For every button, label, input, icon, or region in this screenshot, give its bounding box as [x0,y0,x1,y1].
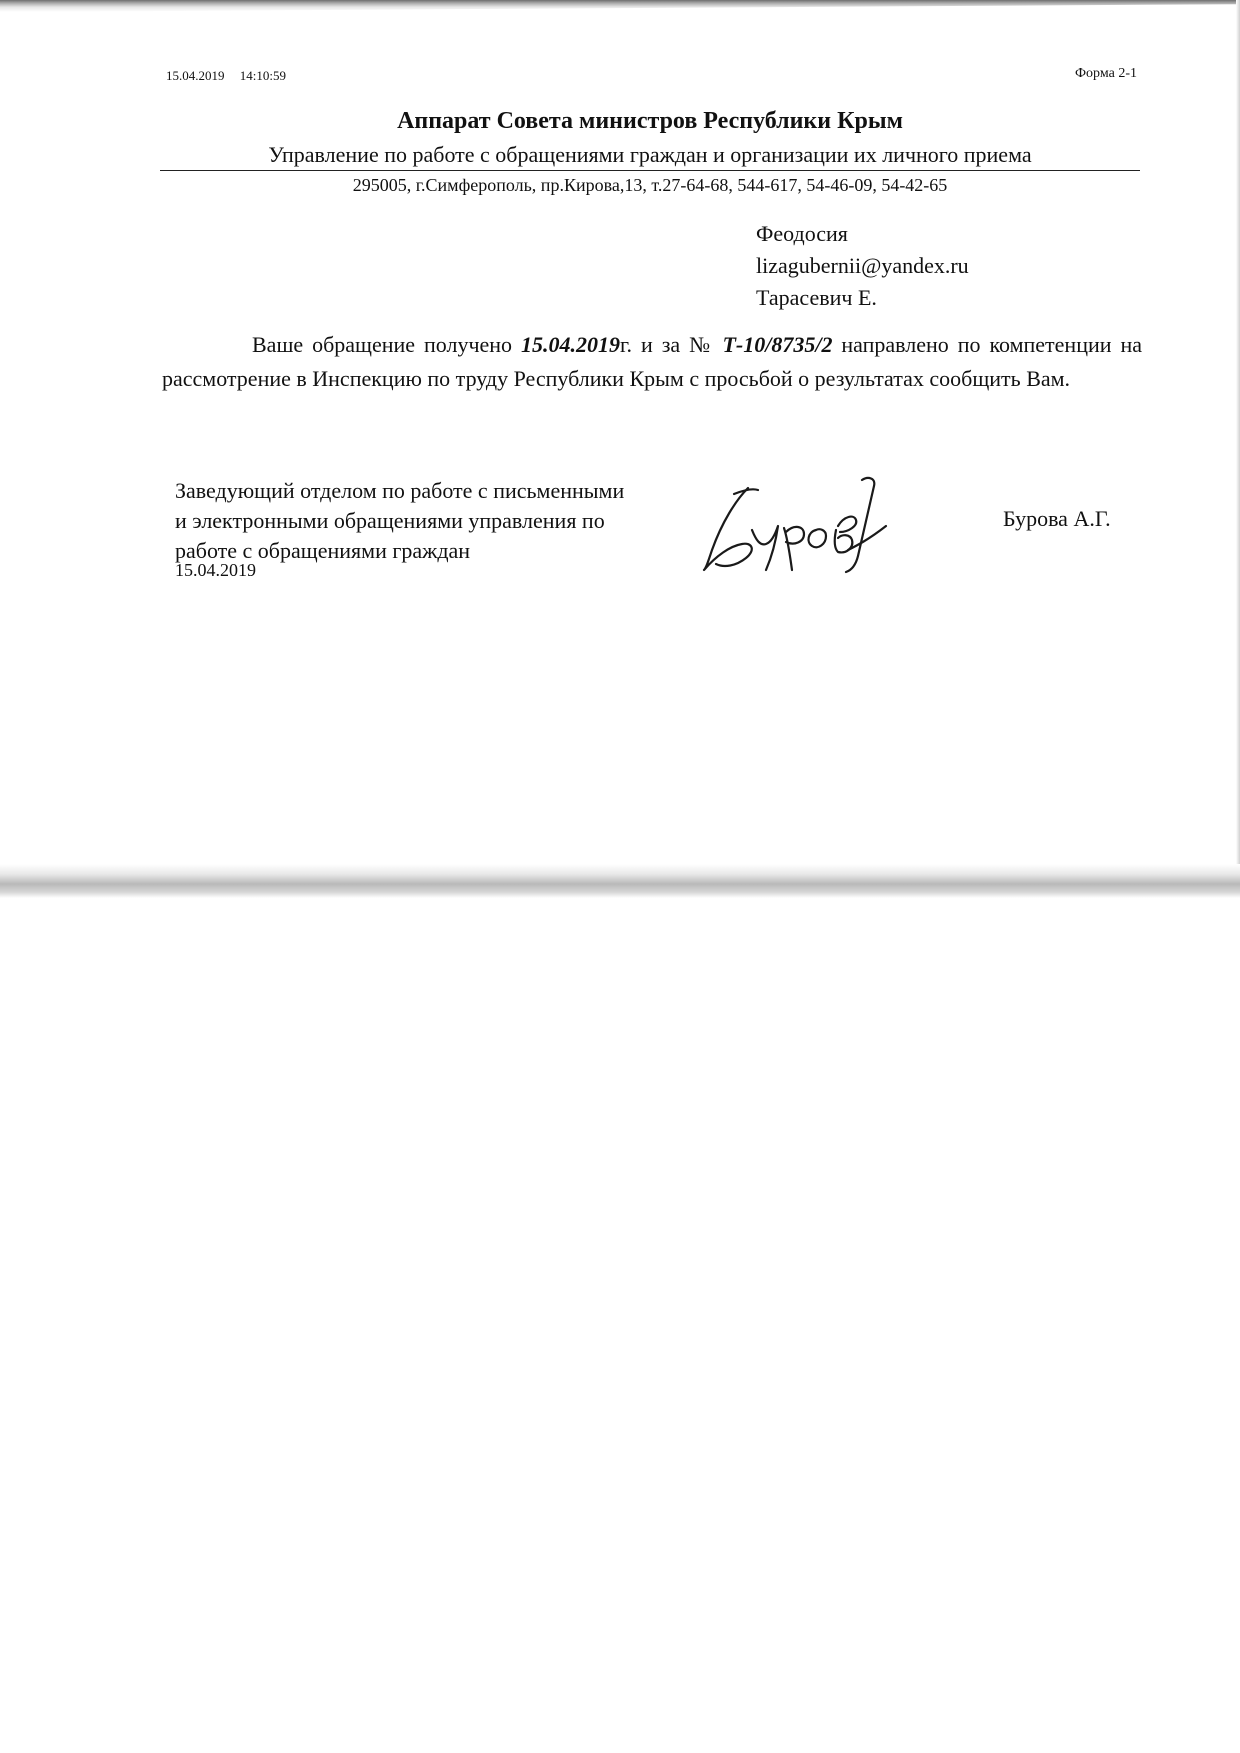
print-time: 14:10:59 [239,68,286,83]
letter-body [162,328,1142,396]
signature-date: 15.04.2019 [175,560,256,580]
form-number: Форма 2-1 [1075,66,1137,81]
scan-top-edge [0,0,1240,12]
body-text-part2: г. и за № [620,332,723,357]
received-date: 15.04.2019 [521,332,620,357]
recipient-name: Тарасевич Е. [756,285,877,310]
scan-right-edge [1236,0,1240,880]
signer-position [175,476,695,566]
signer-position-line2: и электронными обращениями управления по [175,508,605,533]
print-date: 15.04.2019 [166,68,225,83]
print-timestamp [166,68,298,84]
handwritten-signature [686,470,906,580]
body-text-part3: направлено по компетенции на рассмотрение в Инспекцию по труду Республики Крым с просьбой о результатах сообщить Вам. [162,332,1142,391]
organization-title: Аппарат Совета министров Республики Крым [397,108,903,134]
organization-department: Управление по работе с обращениями граждан и организации их личного приема [268,142,1032,167]
header-divider [160,170,1140,171]
signer-name: Бурова А.Г. [1003,506,1111,531]
organization-address: 295005, г.Симферополь, пр.Кирова,13, т.27-64-68, 544-617, 54-46-09, 54-42-65 [352,175,948,195]
signer-position-line3: работе с обращениями граждан [175,538,471,563]
recipient-email: lizagubernii@yandex.ru [756,253,969,278]
recipient-city: Феодосия [756,221,848,246]
recipient-block [756,218,969,314]
scan-bottom-edge [0,864,1240,898]
registration-number: Т-10/8735/2 [722,332,833,357]
signer-position-line1: Заведующий отделом по работе с письменными [175,478,625,503]
body-text-part1: Ваше обращение получено [252,332,521,357]
